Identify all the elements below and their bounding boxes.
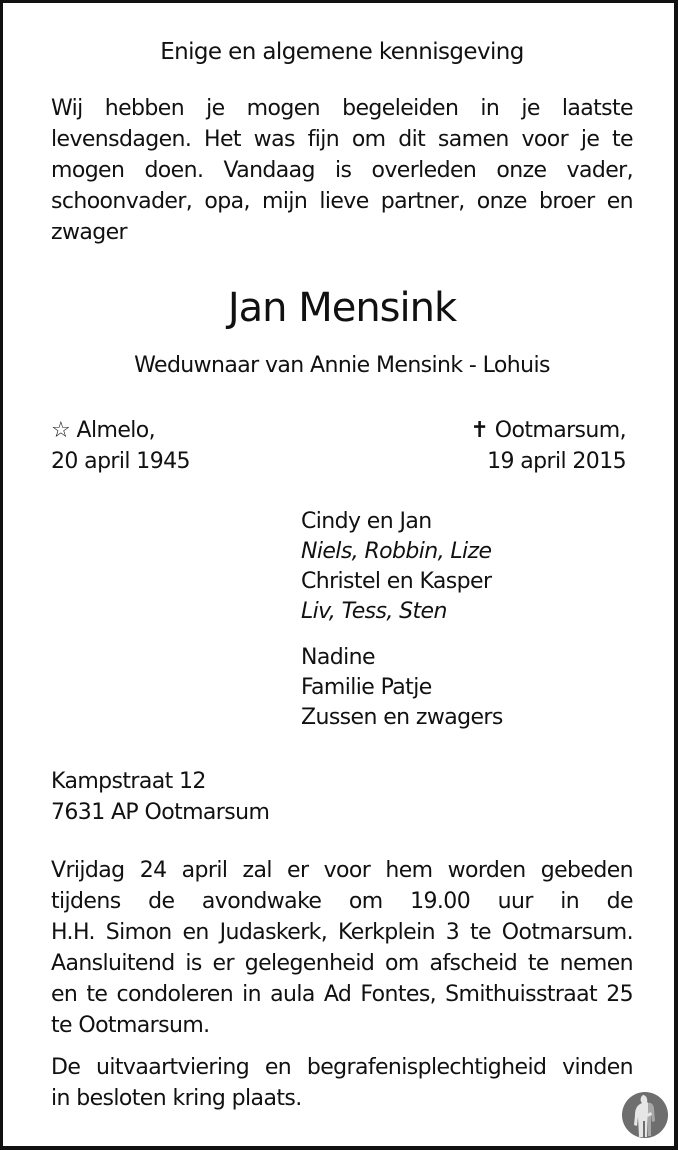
intro-paragraph — [51, 93, 633, 248]
embracing-figures-logo-icon — [621, 1091, 669, 1139]
star-icon: ☆ — [51, 418, 71, 443]
notice-heading: Enige en algemene kennisgeving — [160, 39, 524, 65]
family-member: Familie Patje — [301, 675, 432, 700]
death-place: Ootmarsum, — [494, 418, 626, 443]
address-street: Kampstraat 12 — [51, 769, 206, 794]
death-date: 19 april 2015 — [487, 449, 626, 474]
family-member: Cindy en Jan — [301, 509, 432, 534]
service-line: te Ootmarsum. — [51, 1013, 210, 1038]
deceased-name: Jan Mensink — [227, 285, 457, 331]
birth-info — [51, 415, 190, 477]
intro-line: zwager — [51, 220, 127, 245]
birth-date: 20 april 1945 — [51, 449, 190, 474]
widower-line: Weduwnaar van Annie Mensink - Lohuis — [134, 353, 550, 378]
death-info — [471, 415, 626, 477]
intro-line: schoonvader, opa, mijn lieve partner, onze broer en — [51, 189, 633, 214]
family-member: Christel en Kasper — [301, 569, 492, 594]
cross-icon: ✝ — [470, 418, 489, 443]
service-line: Vrijdag 24 april zal er voor hem worden gebeden — [51, 858, 633, 883]
correspondence-address — [51, 766, 269, 828]
intro-line: mogen doen. Vandaag is overleden onze vader, — [51, 158, 633, 183]
address-city: 7631 AP Ootmarsum — [51, 800, 270, 825]
grandchildren: Liv, Tess, Sten — [301, 599, 447, 624]
closing-line: De uitvaartviering en begrafenisplechtigheid vinden — [51, 1055, 633, 1080]
service-line: H.H. Simon en Judaskerk, Kerkplein 3 te Ootmarsum. — [51, 920, 633, 945]
family-group-2 — [301, 643, 503, 733]
family-member: Nadine — [301, 645, 375, 670]
intro-line: Wij hebben je mogen begeleiden in je laatste — [51, 96, 633, 121]
intro-line: levensdagen. Het was fijn om dit samen voor je te — [51, 127, 633, 152]
family-member: Zussen en zwagers — [301, 705, 503, 730]
service-line: en te condoleren in aula Ad Fontes, Smithuisstraat 25 — [51, 982, 633, 1007]
grandchildren: Niels, Robbin, Lize — [301, 539, 492, 564]
service-line: Aansluitend is er gelegenheid om afscheid te nemen — [51, 951, 633, 976]
service-paragraph — [51, 855, 633, 1041]
family-group-1 — [301, 507, 491, 627]
closing-paragraph — [51, 1052, 633, 1114]
service-line: tijdens de avondwake om 19.00 uur in de — [51, 889, 633, 914]
birth-place: Almelo, — [76, 418, 156, 443]
closing-line: in besloten kring plaats. — [51, 1086, 302, 1111]
